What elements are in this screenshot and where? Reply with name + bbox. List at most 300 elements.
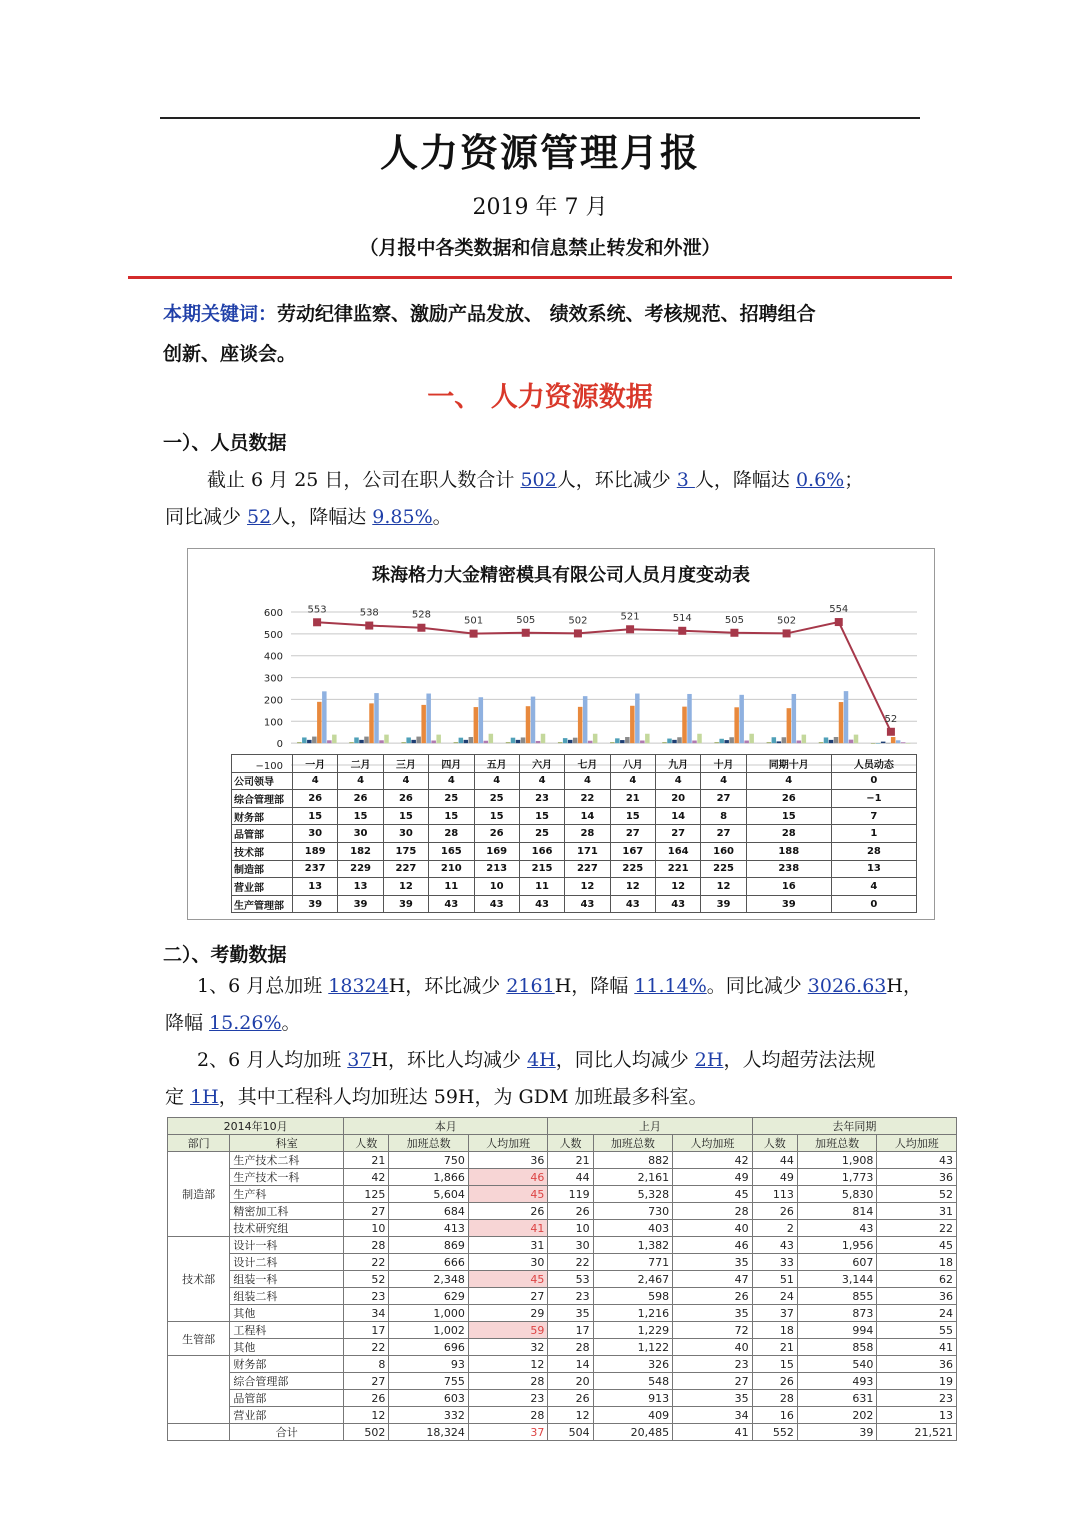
table-cell: 1,773	[797, 1169, 877, 1186]
table-cell: 46	[468, 1169, 548, 1186]
table-cell: 28	[673, 1203, 753, 1220]
bar-营业部	[744, 741, 749, 744]
table-value: 229	[338, 860, 383, 878]
bar-品管部	[469, 737, 474, 743]
table-cell: 27	[344, 1203, 389, 1220]
value-over-legal: 1H	[190, 1086, 219, 1108]
table-cell: 28	[344, 1237, 389, 1254]
table-cell: 629	[389, 1288, 469, 1305]
table-value: 14	[565, 807, 610, 825]
table-cell: 119	[548, 1186, 593, 1203]
bar-公司领导	[871, 743, 876, 744]
table-cell: 10	[548, 1220, 593, 1237]
table-value: 1	[831, 825, 916, 843]
table-cell: 其他	[230, 1339, 344, 1356]
table-cell: 26	[468, 1203, 548, 1220]
table-cell: 21	[752, 1339, 797, 1356]
y-tick-label: 500	[263, 629, 283, 641]
table-value: 12	[383, 878, 428, 896]
dept-cell: 技术部	[168, 1237, 230, 1322]
table-value: 26	[383, 790, 428, 808]
total-point	[783, 629, 791, 637]
bar-公司领导	[506, 742, 511, 743]
total-point	[835, 618, 843, 626]
table-value: 39	[746, 895, 831, 913]
chart-title: 珠海格力大金精密模具有限公司人员月度变动表	[372, 565, 750, 586]
total-data-label: 554	[829, 604, 849, 616]
table-value: 27	[701, 790, 746, 808]
table-cell: 51	[752, 1271, 797, 1288]
table-value: 7	[831, 807, 916, 825]
table-cell: 21	[344, 1152, 389, 1169]
bar-品管部	[364, 737, 369, 744]
table-cell: 43	[797, 1220, 877, 1237]
keywords-label: 本期关键词：	[163, 303, 278, 325]
total-row	[168, 1424, 957, 1441]
bar-财务部	[777, 741, 782, 743]
bar-营业部	[692, 741, 697, 744]
bar-技术部	[474, 707, 479, 743]
bar-财务部	[516, 740, 521, 743]
table-cell: 8	[344, 1356, 389, 1373]
table-cell: 23	[548, 1288, 593, 1305]
table-cell: 综合管理部	[230, 1373, 344, 1390]
text-run: ，同比人均减少	[555, 1049, 695, 1071]
table-value: 225	[701, 860, 746, 878]
table-cell: 组装一科	[230, 1271, 344, 1288]
chart-data-table	[231, 754, 917, 913]
table-cell: 47	[673, 1271, 753, 1288]
total-cell: 合计	[230, 1424, 344, 1441]
table-cell: 666	[389, 1254, 469, 1271]
bar-制造部	[635, 694, 640, 744]
bar-技术部	[369, 703, 374, 743]
text-run: ，其中工程科人均加班达 59H，为 GDM 加班最多科室。	[218, 1086, 708, 1108]
table-value: 15	[338, 807, 383, 825]
bar-财务部	[359, 740, 364, 743]
table-cell: 28	[752, 1390, 797, 1407]
table-cell: 125	[344, 1186, 389, 1203]
table-cell: 26	[548, 1390, 593, 1407]
value-avg-mom: 4H	[527, 1049, 556, 1071]
table-value: 8	[701, 807, 746, 825]
table-cell: 46	[673, 1237, 753, 1254]
table-value: 39	[293, 895, 338, 913]
table-row	[168, 1254, 957, 1271]
bar-公司领导	[819, 742, 824, 743]
bar-营业部	[379, 740, 384, 743]
table-row	[168, 1186, 957, 1203]
table-cell: 2,161	[593, 1169, 673, 1186]
bar-公司领导	[401, 742, 406, 743]
table-cell: 5,830	[797, 1186, 877, 1203]
total-data-label: 501	[464, 615, 484, 627]
table-cell: 19	[877, 1373, 957, 1390]
table-cell: 45	[877, 1237, 957, 1254]
bar-综合管理部	[615, 738, 620, 743]
table-value: 25	[429, 790, 474, 808]
table-value: 27	[610, 825, 655, 843]
total-cell: 18,324	[389, 1424, 469, 1441]
bar-财务部	[307, 740, 312, 743]
column-header: 人数	[344, 1135, 389, 1152]
table-value: 16	[746, 878, 831, 896]
table-value: 221	[656, 860, 701, 878]
table-cell: 62	[877, 1271, 957, 1288]
table-cell: 34	[673, 1407, 753, 1424]
total-cell: 502	[344, 1424, 389, 1441]
table-value: 4	[383, 772, 428, 790]
bar-生产管理部	[645, 734, 650, 743]
table-value: 43	[474, 895, 519, 913]
top-header: 去年同期	[752, 1118, 956, 1135]
table-value: 227	[383, 860, 428, 878]
table-cell: 工程科	[230, 1322, 344, 1339]
table-cell: 36	[877, 1288, 957, 1305]
table-value: 238	[746, 860, 831, 878]
total-data-label: 514	[672, 612, 692, 624]
table-cell: 403	[593, 1220, 673, 1237]
table-cell: 869	[389, 1237, 469, 1254]
table-cell: 36	[468, 1152, 548, 1169]
table-value: 13	[293, 878, 338, 896]
table-row	[168, 1390, 957, 1407]
bar-品管部	[416, 737, 421, 744]
report-date: 2019 年 7 月	[472, 195, 608, 220]
table-value: 39	[383, 895, 428, 913]
table-cell: 42	[344, 1169, 389, 1186]
value-ot-yoy: 3026.63	[807, 975, 887, 997]
table-value: 28	[831, 842, 916, 860]
bar-公司领导	[767, 742, 772, 743]
bar-营业部	[588, 741, 593, 743]
total-cell: 552	[752, 1424, 797, 1441]
table-cell: 1,002	[389, 1322, 469, 1339]
table-value: 4	[656, 772, 701, 790]
text-run: 同比减少	[165, 506, 248, 528]
category-label: 三月	[383, 755, 428, 773]
table-cell: 35	[673, 1254, 753, 1271]
table-cell: 22	[877, 1220, 957, 1237]
bar-营业部	[484, 741, 489, 743]
table-cell: 607	[797, 1254, 877, 1271]
text-run: 2、6 月人均加班	[197, 1049, 348, 1071]
top-rule	[160, 117, 920, 119]
table-row	[168, 1373, 957, 1390]
table-cell: 其他	[230, 1305, 344, 1322]
table-value: 0	[831, 895, 916, 913]
table-value: 26	[293, 790, 338, 808]
table-cell: 493	[797, 1373, 877, 1390]
table-row	[168, 1169, 957, 1186]
table-cell: 设计一科	[230, 1237, 344, 1254]
staff-change-chart	[187, 548, 935, 920]
bar-技术部	[421, 705, 426, 743]
category-label: 八月	[610, 755, 655, 773]
value-ot-yoy-pct: 15.26%	[209, 1012, 282, 1034]
total-cell: 20,485	[593, 1424, 673, 1441]
table-value: 4	[610, 772, 655, 790]
table-cell: 21	[548, 1152, 593, 1169]
total-cell: 21,521	[877, 1424, 957, 1441]
table-cell: 696	[389, 1339, 469, 1356]
table-cell: 生产技术一科	[230, 1169, 344, 1186]
table-value: 28	[746, 825, 831, 843]
bar-技术部	[787, 708, 792, 743]
y-tick-label: 0	[276, 739, 283, 751]
text-run: H，环比减少	[388, 975, 507, 997]
table-value: 4	[293, 772, 338, 790]
table-cell: 326	[593, 1356, 673, 1373]
category-label: 九月	[656, 755, 701, 773]
top-header: 2014年10月	[168, 1118, 344, 1135]
table-value: −1	[831, 790, 916, 808]
bar-综合管理部	[459, 738, 464, 743]
table-cell: 43	[752, 1237, 797, 1254]
bar-制造部	[426, 694, 431, 744]
table-cell: 13	[877, 1407, 957, 1424]
table-cell: 15	[752, 1356, 797, 1373]
bar-综合管理部	[824, 737, 829, 743]
table-cell: 17	[548, 1322, 593, 1339]
table-cell: 44	[548, 1169, 593, 1186]
y-tick-label: 300	[263, 673, 283, 685]
table-cell: 72	[673, 1322, 753, 1339]
table-value: 4	[338, 772, 383, 790]
column-header: 加班总数	[389, 1135, 469, 1152]
table-cell: 42	[673, 1152, 753, 1169]
bar-制造部	[479, 697, 484, 743]
table-cell: 1,866	[389, 1169, 469, 1186]
table-cell: 36	[877, 1356, 957, 1373]
total-point	[522, 629, 530, 637]
bar-制造部	[739, 695, 744, 743]
bar-综合管理部	[876, 743, 881, 744]
table-value: 11	[519, 878, 564, 896]
table-value: 15	[746, 807, 831, 825]
bar-公司领导	[714, 742, 719, 743]
value-total-staff: 502	[520, 469, 557, 491]
bar-营业部	[797, 741, 802, 744]
table-cell: 生产科	[230, 1186, 344, 1203]
table-cell: 27	[344, 1373, 389, 1390]
table-cell: 631	[797, 1390, 877, 1407]
bar-营业部	[901, 742, 906, 743]
dept-cell: 制造部	[168, 1152, 230, 1237]
bar-制造部	[374, 693, 379, 743]
table-cell: 45	[468, 1271, 548, 1288]
category-label: 四月	[429, 755, 474, 773]
table-value: 4	[701, 772, 746, 790]
table-value: 28	[429, 825, 474, 843]
bar-财务部	[568, 740, 573, 743]
table-row	[168, 1237, 957, 1254]
y-tick-label: 100	[263, 717, 283, 729]
table-cell: 93	[389, 1356, 469, 1373]
table-value: 15	[383, 807, 428, 825]
table-cell: 855	[797, 1288, 877, 1305]
bar-技术部	[734, 707, 739, 743]
total-cell: 39	[797, 1424, 877, 1441]
table-value: 23	[519, 790, 564, 808]
table-cell: 1,122	[593, 1339, 673, 1356]
table-value: 10	[474, 878, 519, 896]
table-cell: 45	[468, 1186, 548, 1203]
table-cell: 22	[344, 1339, 389, 1356]
corner-cell	[232, 755, 293, 773]
total-data-label: 538	[359, 607, 379, 619]
bar-制造部	[844, 691, 849, 743]
table-cell: 750	[389, 1152, 469, 1169]
table-cell: 28	[468, 1373, 548, 1390]
column-header: 加班总数	[797, 1135, 877, 1152]
attendance-heading: 二）、考勤数据	[163, 944, 287, 966]
table-cell: 873	[797, 1305, 877, 1322]
bar-生产管理部	[854, 735, 859, 744]
bar-公司领导	[454, 742, 459, 743]
table-cell: 49	[752, 1169, 797, 1186]
bar-营业部	[640, 741, 645, 744]
bar-综合管理部	[719, 739, 724, 743]
table-cell: 730	[593, 1203, 673, 1220]
bar-制造部	[583, 696, 588, 743]
table-cell: 18	[877, 1254, 957, 1271]
table-cell: 24	[752, 1288, 797, 1305]
table-cell: 3,144	[797, 1271, 877, 1288]
table-cell: 35	[673, 1305, 753, 1322]
total-data-label: 52	[884, 713, 898, 725]
keywords-text-1: 劳动纪律监察、激励产品发放、 绩效系统、考核规范、招聘组合	[277, 303, 816, 325]
table-cell: 设计二科	[230, 1254, 344, 1271]
table-cell: 684	[389, 1203, 469, 1220]
text-run: 1、6 月总加班	[197, 975, 329, 997]
table-cell: 18	[752, 1322, 797, 1339]
table-cell: 26	[673, 1288, 753, 1305]
personnel-paragraph	[165, 462, 925, 536]
value-avg-yoy: 2H	[694, 1049, 724, 1071]
value-avg-ot: 37	[347, 1049, 372, 1071]
table-cell: 23	[673, 1356, 753, 1373]
table-value: 215	[519, 860, 564, 878]
top-header: 上月	[548, 1118, 752, 1135]
value-mom-decrease: 3	[676, 469, 695, 491]
bar-生产管理部	[802, 735, 807, 744]
table-cell: 12	[468, 1356, 548, 1373]
table-row	[168, 1339, 957, 1356]
bar-综合管理部	[511, 738, 516, 743]
table-cell: 44	[752, 1152, 797, 1169]
total-data-label: 505	[724, 614, 744, 626]
series-label: 技术部	[232, 842, 293, 860]
series-label: 制造部	[232, 860, 293, 878]
bar-技术部	[682, 707, 687, 744]
dept-cell	[168, 1356, 230, 1424]
table-cell: 22	[344, 1254, 389, 1271]
table-cell: 55	[877, 1322, 957, 1339]
text-run: 。同比减少	[706, 975, 808, 997]
bar-公司领导	[297, 742, 302, 743]
table-cell: 52	[344, 1271, 389, 1288]
bar-生产管理部	[489, 734, 494, 743]
table-cell: 202	[797, 1407, 877, 1424]
table-cell: 598	[593, 1288, 673, 1305]
bar-技术部	[578, 707, 583, 743]
category-label: 二月	[338, 755, 383, 773]
bar-营业部	[536, 741, 541, 743]
table-cell: 548	[593, 1373, 673, 1390]
table-cell: 33	[752, 1254, 797, 1271]
table-value: 43	[565, 895, 610, 913]
table-cell: 31	[877, 1203, 957, 1220]
table-cell: 37	[752, 1305, 797, 1322]
table-cell: 10	[344, 1220, 389, 1237]
top-header: 本月	[344, 1118, 548, 1135]
column-header: 人均加班	[468, 1135, 548, 1152]
bar-综合管理部	[302, 737, 307, 743]
bar-财务部	[411, 740, 416, 743]
text-run: ，人均超劳法法规	[723, 1049, 876, 1071]
column-header: 人数	[752, 1135, 797, 1152]
column-header: 部门	[168, 1135, 230, 1152]
table-cell: 26	[752, 1203, 797, 1220]
table-value: 20	[656, 790, 701, 808]
y-tick-label: 200	[263, 695, 283, 707]
series-label: 综合管理部	[232, 790, 293, 808]
bar-生产管理部	[749, 734, 754, 743]
bar-综合管理部	[667, 739, 672, 744]
bar-品管部	[312, 737, 317, 744]
table-value: 175	[383, 842, 428, 860]
table-value: 15	[293, 807, 338, 825]
bar-财务部	[672, 740, 677, 743]
table-value: 43	[429, 895, 474, 913]
total-point	[417, 624, 425, 632]
table-row	[168, 1271, 957, 1288]
table-cell: 40	[673, 1339, 753, 1356]
total-line	[317, 622, 891, 732]
table-cell: 26	[752, 1373, 797, 1390]
table-cell: 32	[468, 1339, 548, 1356]
total-data-label: 502	[568, 615, 588, 627]
table-cell: 精密加工科	[230, 1203, 344, 1220]
bar-公司领导	[349, 742, 354, 743]
table-cell: 53	[548, 1271, 593, 1288]
table-cell: 1,216	[593, 1305, 673, 1322]
table-cell: 332	[389, 1407, 469, 1424]
table-value: 15	[610, 807, 655, 825]
table-cell: 41	[468, 1220, 548, 1237]
table-cell: 35	[673, 1390, 753, 1407]
table-value: 13	[831, 860, 916, 878]
table-value: 164	[656, 842, 701, 860]
table-value: 22	[565, 790, 610, 808]
table-cell: 413	[389, 1220, 469, 1237]
bar-技术部	[317, 702, 322, 743]
table-cell: 20	[548, 1373, 593, 1390]
text-run: ；	[844, 469, 864, 491]
table-cell: 22	[548, 1254, 593, 1271]
table-value: 160	[701, 842, 746, 860]
table-cell: 23	[468, 1390, 548, 1407]
category-label: 人员动态	[831, 755, 916, 773]
table-cell: 1,908	[797, 1152, 877, 1169]
total-point	[574, 629, 582, 637]
table-cell: 29	[468, 1305, 548, 1322]
table-cell: 品管部	[230, 1390, 344, 1407]
category-label: 一月	[293, 755, 338, 773]
table-value: 12	[565, 878, 610, 896]
bar-品管部	[834, 737, 839, 743]
